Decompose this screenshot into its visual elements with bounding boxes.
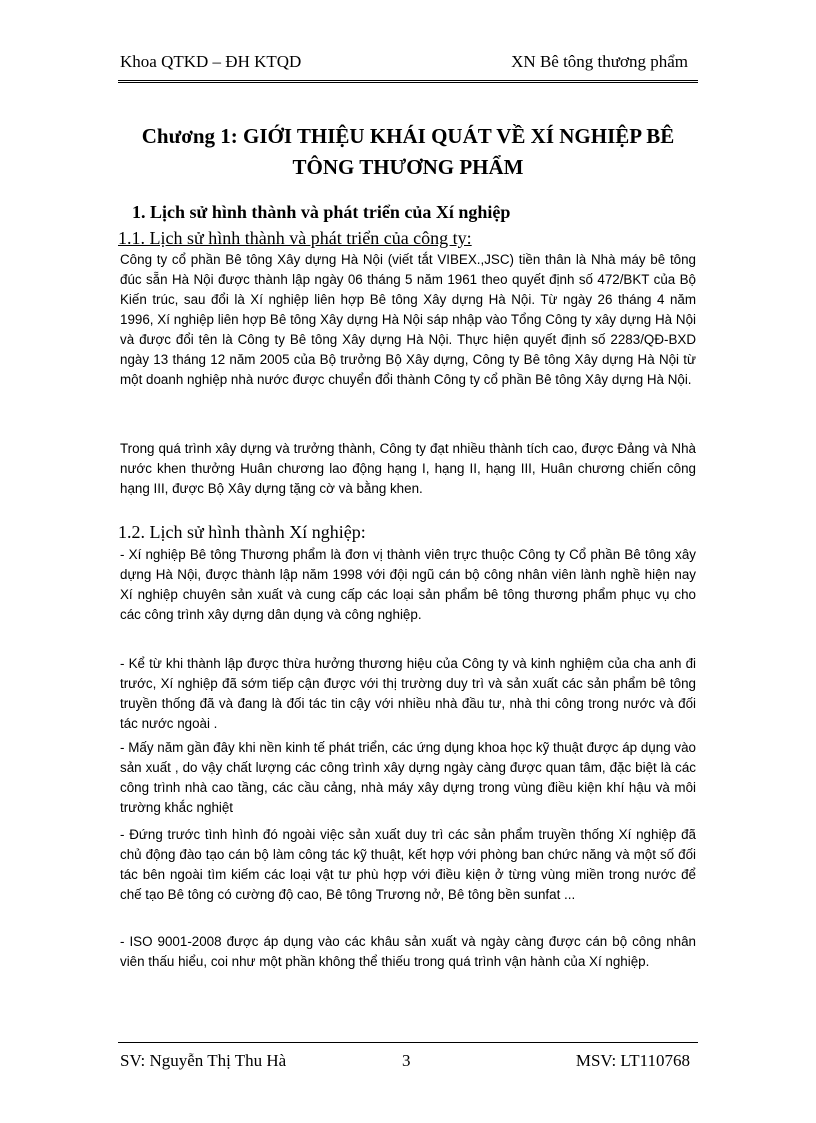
paragraph-enterprise-intro: - Xí nghiệp Bê tông Thương phẩm là đơn vị thành viên trực thuộc Công ty Cổ phần Bê tông xây dựng Hà Nội, được thành lập năm 1998 với đội ngũ cán bộ công nhân viên lành nghề hiện nay Xí nghiệp chuyên sản xuất và cung cấp các loại sản phẩm bê tông thương phẩm phục vụ cho các công trình xây dựng dân dụng và công nghiệp.	[120, 547, 696, 622]
paragraph-enterprise-brand: - Kể từ khi thành lập được thừa hưởng thương hiệu của Công ty và kinh nghiệm của cha anh đi trước, Xí nghiệp đã sớm tiếp cận được với thị trường duy trì và sản xuất các sản phẩm bê tông truyền thống đã và đang là đối tác tin cậy với nhiều nhà đầu tư, nhà thi công trong nước và đối tác nước ngoài .	[120, 656, 696, 731]
page-footer	[118, 1042, 698, 1073]
paragraph-company-history: Công ty cổ phần Bê tông Xây dựng Hà Nội (viết tắt VIBEX.,JSC) tiền thân là Nhà máy bê tông đúc sẵn Hà Nội được thành lập ngày 06 tháng 5 năm 1961 theo quyết định số 472/BKT của Bộ Kiến trúc, sau đổi là Xí nghiệp liên hợp Bê tông Xây dựng Hà Nội. Từ ngày 26 tháng 4 năm 1996, Xí nghiệp liên hợp Bê tông Xây dựng Hà Nội sáp nhập vào Tổng Công ty xây dựng Hà Nội và được đổi tên là Công ty Bê tông Xây dựng Hà Nội. Thực hiện quyết định số 2283/QĐ-BXD ngày 13 tháng 12 năm 2005 của Bộ trưởng Bộ Xây dựng, Công ty Bê tông Xây dựng Hà Nội từ một doanh nghiệp nhà nước được chuyển đổi thành Công ty cổ phần Bê tông Xây dựng Hà Nội.	[120, 252, 696, 387]
footer-page-number: 3	[402, 1051, 411, 1070]
page-header	[118, 50, 698, 83]
chapter-title	[118, 121, 698, 183]
footer-student-id: MSV: LT110768	[575, 1051, 690, 1070]
header-faculty: Khoa QTKD – ĐH KTQD	[120, 52, 302, 71]
chapter-title-line-2: TÔNG THƯƠNG PHẨM	[292, 155, 524, 179]
paragraph-enterprise-training: - Đứng trước tình hình đó ngoài việc sản xuất duy trì các sản phẩm truyền thống Xí nghiệp đã chủ động đào tạo cán bộ làm công tác kỹ thuật, kết hợp với phòng ban chức năng và một số đối tác bên ngoài tìm kiếm các loại vật tư phù hợp với điều kiện ở từng vùng miền trong nước để chế tạo Bê tông có cường độ cao, Bê tông Trương nở, Bê tông bền sunfat ...	[120, 827, 696, 902]
paragraph-company-awards: Trong quá trình xây dựng và trưởng thành, Công ty đạt nhiều thành tích cao, được Đảng và Nhà nước khen thưởng Huân chương lao động hạng I, hạng II, hạng III, Huân chương chiến công hạng III, được Bộ Xây dựng tặng cờ và bằng khen.	[120, 441, 696, 496]
section-heading: 1. Lịch sử hình thành và phát triển của Xí nghiệp	[132, 202, 511, 222]
paragraph-enterprise-quality: - Mấy năm gần đây khi nền kinh tế phát triển, các ứng dụng khoa học kỹ thuật được áp dụng vào sản xuất , do vậy chất lượng các công trình xây dựng ngày càng được quan tâm, đặc biệt là các công trình nhà cao tầng, các cầu cảng, nhà máy xây dựng trong vùng điều kiện khí hậu và môi trường khắc nghiệt	[120, 740, 696, 815]
header-unit: XN Bê tông thương phẩm	[511, 52, 688, 71]
footer-student-name: SV: Nguyễn Thị Thu Hà	[120, 1051, 287, 1070]
paragraph-enterprise-iso: - ISO 9001-2008 được áp dụng vào các khâu sản xuất và ngày càng được cán bộ công nhân viên thấu hiểu, coi như một phần không thể thiếu trong quá trình vận hành của Xí nghiệp.	[120, 934, 696, 969]
chapter-title-line-1: Chương 1: GIỚI THIỆU KHÁI QUÁT VỀ XÍ NGHIỆP BÊ	[141, 124, 675, 148]
subsection-heading-1-2: 1.2. Lịch sử hình thành Xí nghiệp:	[118, 522, 366, 542]
subsection-heading-1-1: 1.1. Lịch sử hình thành và phát triển của công ty:	[118, 228, 472, 248]
